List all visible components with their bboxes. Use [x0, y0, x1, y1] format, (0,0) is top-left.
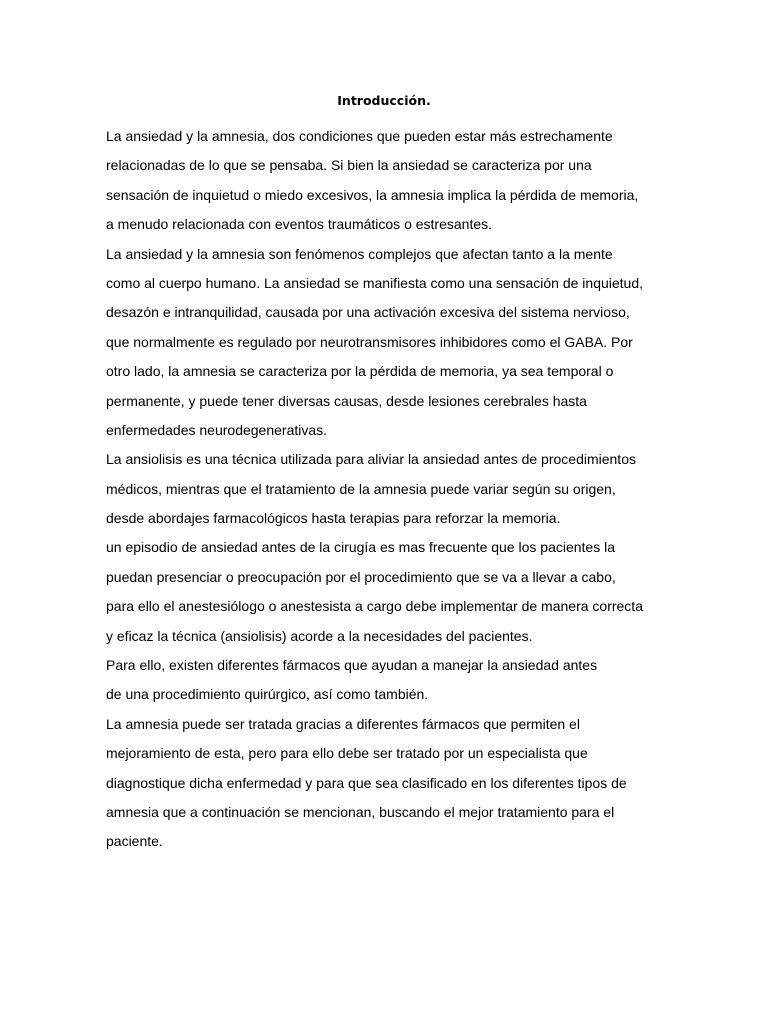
text-line: desde abordajes farmacológicos hasta terapias para reforzar la memoria. — [106, 510, 561, 527]
text-line: de una procedimiento quirúrgico, así como también. — [106, 686, 429, 703]
text-line: médicos, mientras que el tratamiento de la amnesia puede variar según su origen, — [106, 480, 616, 497]
text-line: un episodio de ansiedad antes de la cirugía es mas frecuente que los pacientes la — [106, 539, 616, 556]
text-line: mejoramiento de esta, pero para ello debe ser tratado por un especialista que — [106, 745, 588, 762]
text-line: a menudo relacionada con eventos traumáticos o estresantes. — [106, 216, 493, 233]
document-title: Introducción. — [337, 93, 431, 108]
text-line: La ansiedad y la amnesia, dos condiciones que pueden estar más estrechamente — [106, 128, 613, 144]
text-line: que normalmente es regulado por neurotransmisores inhibidores como el GABA. Por — [106, 333, 633, 350]
text-line: relacionadas de lo que se pensaba. Si bien la ansiedad se caracteriza por una — [106, 157, 592, 174]
text-line: La ansiedad y la amnesia son fenómenos complejos que afectan tanto a la mente — [106, 245, 613, 262]
text-line: desazón e intranquilidad, causada por una activación excesiva del sistema nervioso, — [106, 304, 630, 321]
text-line: amnesia que a continuación se mencionan, buscando el mejor tratamiento para el — [106, 803, 615, 820]
text-line: y eficaz la técnica (ansiolisis) acorde a la necesidades del pacientes. — [106, 627, 533, 644]
text-line: puedan presenciar o preocupación por el procedimiento que se va a llevar a cabo, — [106, 568, 616, 585]
text-line: permanente, y puede tener diversas causas, desde lesiones cerebrales hasta — [106, 392, 587, 409]
text-line: Para ello, existen diferentes fármacos que ayudan a manejar la ansiedad antes — [106, 657, 598, 674]
text-line: como al cuerpo humano. La ansiedad se manifiesta como una sensación de inquietud, — [106, 274, 644, 291]
text-line: sensación de inquietud o miedo excesivos, la amnesia implica la pérdida de memoria, — [106, 186, 639, 203]
text-line: La amnesia puede ser tratada gracias a diferentes fármacos que permiten el — [106, 715, 580, 732]
text-line: La ansiolisis es una técnica utilizada para aliviar la ansiedad antes de procedimientos — [106, 451, 636, 468]
document-body — [106, 122, 666, 857]
text-line: otro lado, la amnesia se caracteriza por la pérdida de memoria, ya sea temporal o — [106, 363, 614, 380]
text-line: enfermedades neurodegenerativas. — [106, 421, 328, 438]
text-line: para ello el anestesiólogo o anestesista a cargo debe implementar de manera correcta — [106, 598, 643, 615]
text-line: paciente. — [106, 833, 163, 850]
text-line: diagnostique dicha enfermedad y para que sea clasificado en los diferentes tipos de — [106, 774, 627, 791]
